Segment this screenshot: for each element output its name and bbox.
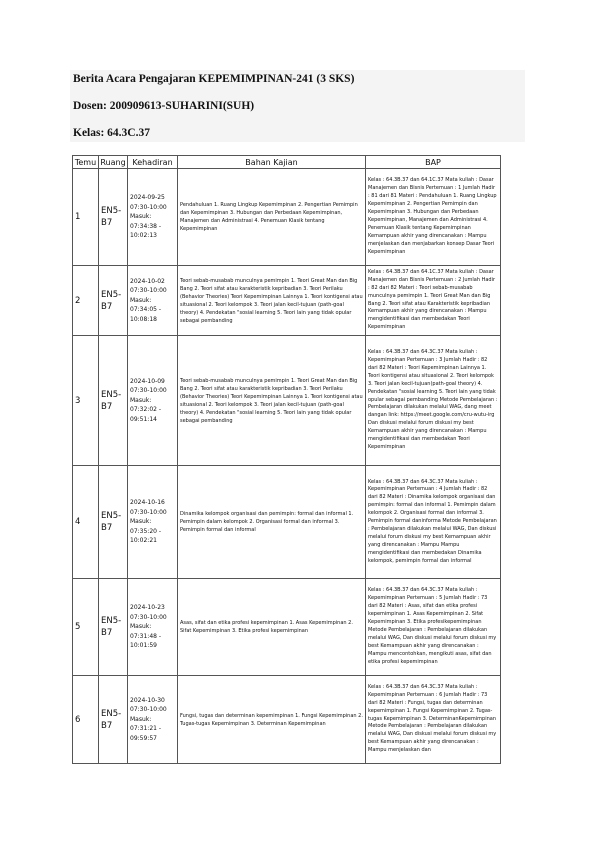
attendance-label: Masuk: xyxy=(130,213,152,221)
teaching-report: Kelas : 64.3B.37 dan 64.1C.37 Mata kuliah : Dasar Manajemen dan Bisnis Pertemuan : 1 Jumlah Hadir : 81 dari 81 Materi : Pendahuluan 1. Ruang Lingkup Kepemimpinan 2. Pengertian Pemimpin dan Kepemimpinan 3. Hubungan dan Perbedaan Kepemimpinan, Manajemen dan Administrasi 4. Penemuan Klasik tentang Kepemimpinan Kemampuan akhir yang direncanakan : Mampu menjelaskan dan menjabarkan konsep Dasar Teori Kepemimpinan xyxy=(366,169,501,266)
study-material: Asas, sifat dan etika profesi kepemimpinan 1. Asas Kepemimpinan 2. Sifat Kepemimpinan 3. Etika profesi kepemimpinan xyxy=(178,579,366,676)
room: EN5-B7 xyxy=(99,466,128,579)
attendance-end: 09:51:14 xyxy=(130,415,157,423)
attendance-date: 2024-10-02 xyxy=(130,277,165,285)
teaching-report: Kelas : 64.3B.37 dan 64.3C.37 Mata kuliah : Kepemimpinan Pertemuan : 4 Jumlah Hadir : 82 dari 82 Materi : Dinamika kelompok organisasi dan pemimpin: formal dan informal 1. Pemimpin dalam kelompok 2. Organisasi formal dan informal 3. Pemimpin formal daninforma Metode Pembelajaran : Pembelajaran dilakukan melalui WAG, Dan diskusi melalui forum diskusi my best Kemampuan akhir yang direncanakan : Mampu Mampu mengidentifikasi dan membedakan Dinamika kelompok, pemimpin formal dan informal xyxy=(366,466,501,579)
attendance-label: Masuk: xyxy=(130,518,152,526)
attendance-label: Masuk: xyxy=(130,396,152,404)
attendance-end: 10:02:13 xyxy=(130,232,157,240)
table-row xyxy=(73,676,501,764)
attendance-schedule: 07:30-10:00 xyxy=(130,613,167,621)
attendance-start: 07:34:38 - xyxy=(130,222,162,230)
attendance-cell xyxy=(128,336,178,466)
study-material: Teori sebab-musabab munculnya pemimpin 1. Teori Great Man dan Big Bang 2. Teori sifat atau karakteristik kepribadian 3. Teori Perilaku (Behavior Theories) Teori Kepemimpinan Lainnya 1. Teori kontigensi atau situasional 2. Teori kelompok 3. Teori jalan kecil-tujuan (path-goal theory) 4. Pendekatan "sosial learning 5. Teori lain yang tidak opular sebagai pembanding xyxy=(178,266,366,336)
attendance-cell xyxy=(128,169,178,266)
teaching-record-table xyxy=(72,155,501,764)
attendance-cell xyxy=(128,676,178,764)
study-material: Teori sebab-musabab munculnya pemimpin 1. Teori Great Man dan Big Bang 2. Teori sifat atau karakteristik kepribadian 3. Teori Perilaku (Behavior Theories) Teori Kepemimpinan Lainnya 1. Teori kontigensi atau situasional 2. Teori kelompok 3. Teori jalan kecil-tujuan (path-goal theory) 4. Pendekatan "sosial learning 5. Teori lain yang tidak opular sebagai pembanding xyxy=(178,336,366,466)
attendance-start: 07:34:05 - xyxy=(130,306,162,314)
attendance-end: 10:02:21 xyxy=(130,537,157,545)
meeting-number: 4 xyxy=(73,466,99,579)
table-row xyxy=(73,579,501,676)
attendance-date: 2024-10-09 xyxy=(130,377,165,385)
meeting-number: 6 xyxy=(73,676,99,764)
room: EN5-B7 xyxy=(99,266,128,336)
header-temu: Temu xyxy=(73,156,99,169)
header-ruang: Ruang xyxy=(100,157,126,167)
table-row xyxy=(73,266,501,336)
document-header xyxy=(70,70,525,142)
header-bahan-kajian: Bahan Kajian xyxy=(178,156,366,169)
attendance-schedule: 07:30-10:00 xyxy=(130,706,167,714)
study-material: Pendahuluan 1. Ruang Lingkup Kepemimpinan 2. Pengertian Pemimpin dan Kepemimpinan 3. Hubungan dan Perbedaan Kepemimpinan, Manajemen dan Administrasi 4. Penemuan Klasik tentang Kepemimpinan xyxy=(178,169,366,266)
attendance-end: 10:08:18 xyxy=(130,315,157,323)
attendance-start: 07:32:02 - xyxy=(130,406,162,414)
attendance-end: 09:59:57 xyxy=(130,734,157,742)
study-material: Dinamika kelompok organisasi dan pemimpin: formal dan informal 1. Pemimpin dalam kelompok 2. Organisasi formal dan informal 3. Pemimpin formal dan informal xyxy=(178,466,366,579)
attendance-schedule: 07:30-10:00 xyxy=(130,508,167,516)
table-header-row xyxy=(73,156,501,169)
attendance-schedule: 07:30-10:00 xyxy=(130,387,167,395)
attendance-cell xyxy=(128,466,178,579)
attendance-start: 07:31:21 - xyxy=(130,725,162,733)
attendance-end: 10:01:59 xyxy=(130,642,157,650)
attendance-cell xyxy=(128,266,178,336)
attendance-schedule: 07:30-10:00 xyxy=(130,203,167,211)
meeting-number: 3 xyxy=(73,336,99,466)
document-title: Berita Acara Pengajaran KEPEMIMPINAN-241 (3 SKS) xyxy=(73,73,355,85)
header-bap: BAP xyxy=(366,156,501,169)
attendance-label: Masuk: xyxy=(130,296,152,304)
lecturer-line: Dosen: 200909613-SUHARINI(SUH) xyxy=(73,100,255,112)
attendance-schedule: 07:30-10:00 xyxy=(130,287,167,295)
teaching-report: Kelas : 64.3B.37 dan 64.3C.37 Mata kuliah : Kepemimpinan Pertemuan : 6 Jumlah Hadir : 73 dari 82 Materi : Fungsi, tugas dan determinan kepemimpinan 1. Fungsi Kepemimpinan 2. Tugas-tugas Kepemimpinan 3. DeterminanKepemimpinan Metode Pembelajaran : Pembelajaran dilakukan melalui WAG, Dan diskusi melalui forum diskusi my best Kemampuan akhir yang direncanakan : Mampu menjelaskan dan xyxy=(366,676,501,764)
table-row xyxy=(73,336,501,466)
teaching-report: Kelas : 64.3B.37 dan 64.1C.37 Mata kuliah : Dasar Manajemen dan Bisnis Pertemuan : 2 Jumlah Hadir : 82 dari 82 Materi : Teori sebab-musabab munculnya pemimpin 1. Teori Great Man dan Big Bang 2. Teori sifat atau Karakteristik kepribadian Kemampuan akhir yang direncanakan : Mampu mengidentifikasi dan membedakan Teori Kepemimpinan xyxy=(366,266,501,336)
attendance-start: 07:31:48 - xyxy=(130,632,162,640)
room: EN5-B7 xyxy=(99,169,128,266)
table-row xyxy=(73,466,501,579)
meeting-number: 5 xyxy=(73,579,99,676)
meeting-number: 1 xyxy=(73,169,99,266)
class-line: Kelas: 64.3C.37 xyxy=(73,127,150,139)
room: EN5-B7 xyxy=(99,676,128,764)
meeting-number: 2 xyxy=(73,266,99,336)
attendance-label: Masuk: xyxy=(130,623,152,631)
attendance-date: 2024-09-25 xyxy=(130,194,165,202)
room: EN5-B7 xyxy=(99,579,128,676)
attendance-cell xyxy=(128,579,178,676)
teaching-report: Kelas : 64.3B.37 dan 64.3C.37 Mata kuliah : Kepemimpinan Pertemuan : 3 Jumlah Hadir : 82 dari 82 Materi : Teori Kepemimpinan Lainnya 1. Teori kontigensi atau situasional 2. Teori kelompok 3. Teori jalan kecil-tujuan(path-goal theory) 4. Pendekatan "sosial learning 5. Teori lain yang tidak opular sebagai pembanding Metode Pembelajaran : Pembelajaran dilakukan melalui WAG, dang meet dangan link: https://meet.google.com/cru-wutu-irg Dan diskusi melalui forum diskusi my best Kemampuan akhir yang direncanakan : Mampu mengidentifikasi dan membedakan Teori Kepemimpinan xyxy=(366,336,501,466)
header-kehadiran: Kehadiran xyxy=(128,156,178,169)
teaching-report: Kelas : 64.3B.37 dan 64.3C.37 Mata kuliah : Kepemimpinan Pertemuan : 5 Jumlah Hadir : 73 dari 82 Materi : Asas, sifat dan etika profesi kepemimpinan 1. Asas Kepemimpinan 2. Sifat Kepemimpinan 3. Etika profesikepemimpinan Metode Pembelajaran : Pembelajaran dilakukan melalui WAG, Dan diskusi melalui forum diskusi my best Kemampuan akhir yang direncanakan : Mampu mencontohkan, mengikuti asas, sifat dan etika profesi kepemimpinan xyxy=(366,579,501,676)
table-row xyxy=(73,169,501,266)
attendance-date: 2024-10-16 xyxy=(130,499,165,507)
study-material: Fungsi, tugas dan determinan kepemimpinan 1. Fungsi Kepemimpinan 2. Tugas-tugas Kepemimpinan 3. Determinan Kepemimpinan xyxy=(178,676,366,764)
attendance-label: Masuk: xyxy=(130,715,152,723)
attendance-start: 07:35:20 - xyxy=(130,527,162,535)
attendance-date: 2024-10-30 xyxy=(130,696,165,704)
attendance-date: 2024-10-23 xyxy=(130,604,165,612)
room: EN5-B7 xyxy=(99,336,128,466)
